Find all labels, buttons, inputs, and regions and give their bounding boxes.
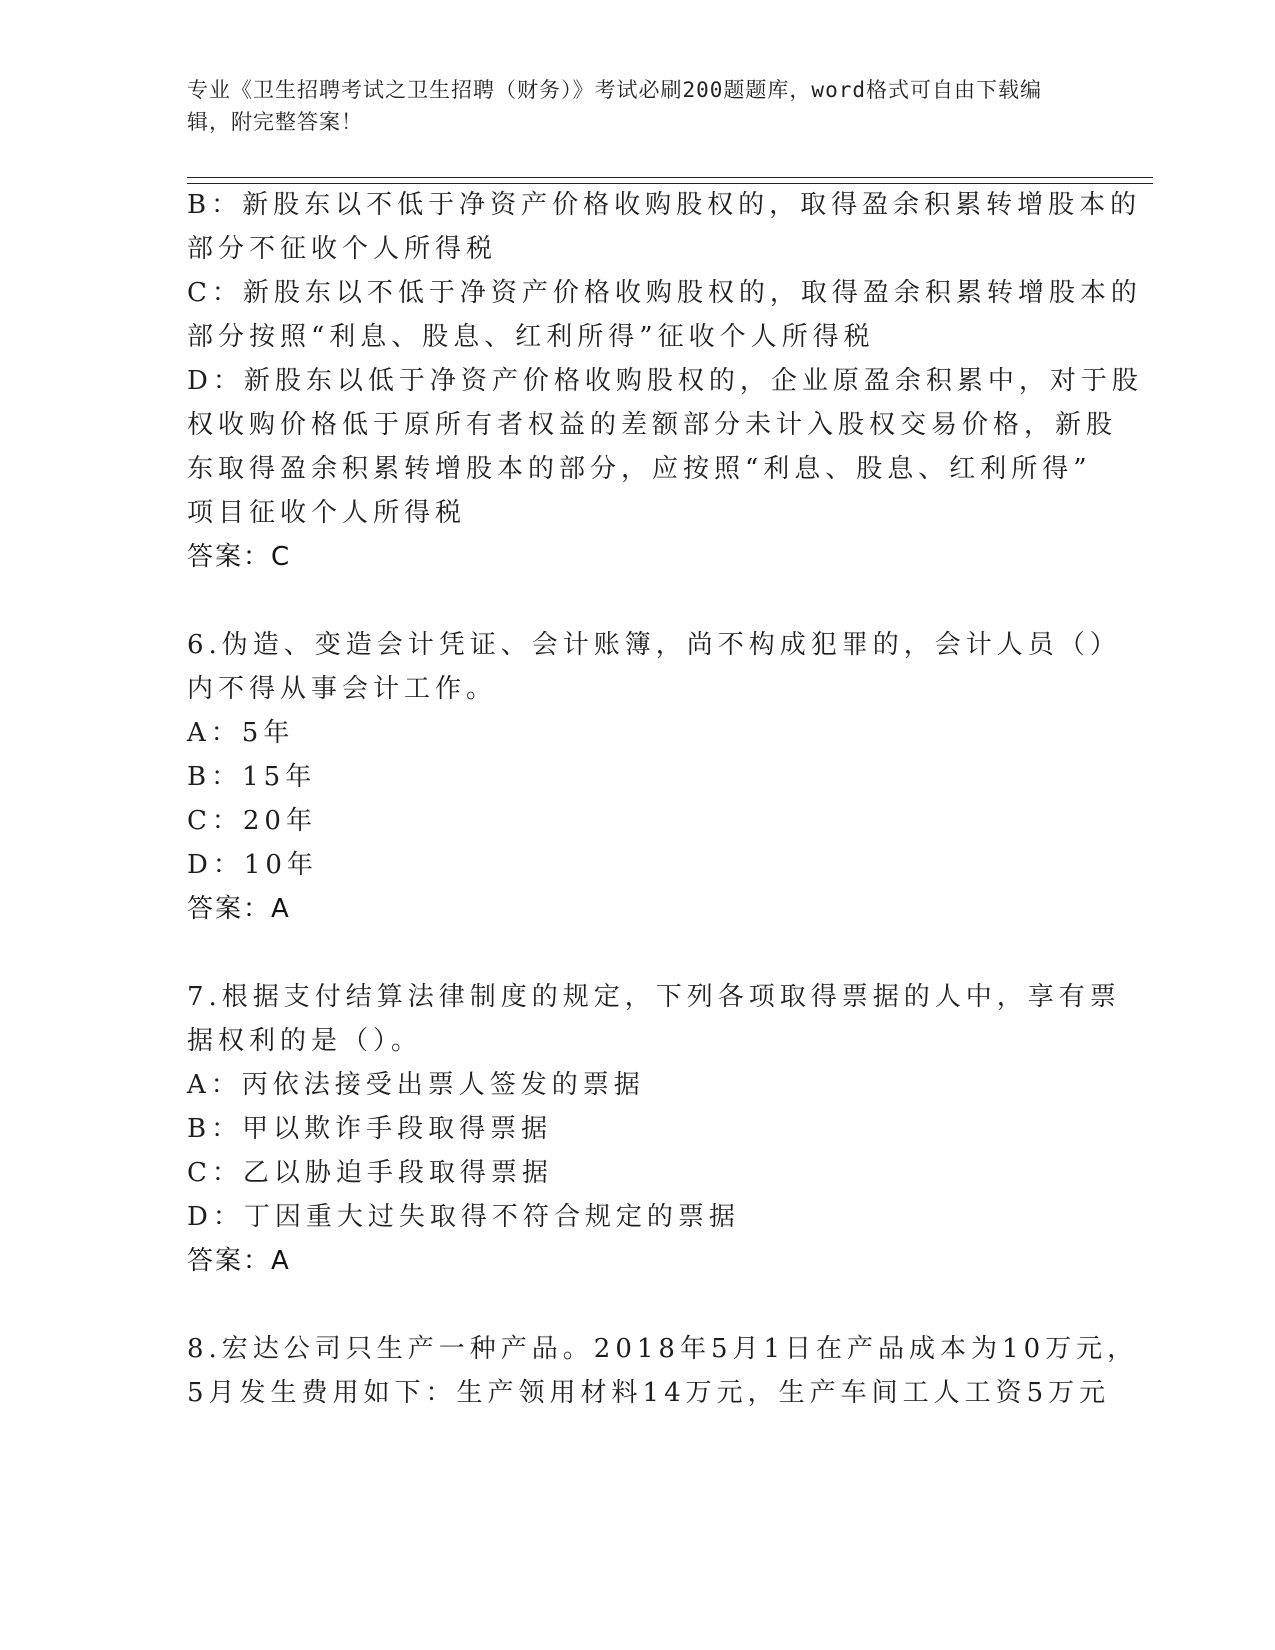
q7-option-a: A：丙依法接受出票人签发的票据 xyxy=(187,1070,645,1100)
q5-option-d-line3: 东取得盈余积累转增股本的部分，应按照“利息、股息、红利所得” xyxy=(187,454,1092,484)
q6-option-c: C：20年 xyxy=(187,806,317,836)
q5-option-d-line1: D：新股东以低于净资产价格收购股权的，企业原盈余积累中，对于股 xyxy=(187,366,1143,396)
header-rule-top xyxy=(187,177,1153,178)
q5-option-c-line1: C：新股东以不低于净资产价格收购股权的，取得盈余积累转增股本的 xyxy=(187,278,1142,308)
q6-option-b: B：15年 xyxy=(187,762,317,792)
q5-option-d-line4: 项目征收个人所得税 xyxy=(187,498,467,528)
q8-stem-line1: 8.宏达公司只生产一种产品。2018年5月1日在产品成本为10万元， xyxy=(187,1334,1139,1364)
q6-answer: 答案：A xyxy=(187,894,291,924)
q5-option-b-line1: B：新股东以不低于净资产价格收购股权的，取得盈余积累转增股本的 xyxy=(187,190,1142,220)
q6-option-d: D：10年 xyxy=(187,850,318,880)
q8-stem-line2: 5月发生费用如下：生产领用材料14万元，生产车间工人工资5万元 xyxy=(187,1378,1111,1408)
q5-option-d-line2: 权收购价格低于原所有者权益的差额部分未计入股权交易价格，新股 xyxy=(187,410,1118,440)
q7-stem-line1: 7.根据支付结算法律制度的规定，下列各项取得票据的人中，享有票 xyxy=(187,982,1121,1012)
q5-option-b-line2: 部分不征收个人所得税 xyxy=(187,234,498,264)
q7-option-c: C：乙以胁迫手段取得票据 xyxy=(187,1158,553,1188)
q7-answer: 答案：A xyxy=(187,1246,291,1276)
q5-answer: 答案：C xyxy=(187,542,292,572)
q6-option-a: A：5年 xyxy=(187,718,295,748)
header-rule-bottom xyxy=(187,183,1153,184)
document-header: 专业《卫生招聘考试之卫生招聘（财务）》考试必刷200题题库，word格式可自由下载编辑，附完整答案！ xyxy=(187,78,1042,134)
q7-stem-line2: 据权利的是（）。 xyxy=(187,1026,423,1056)
q6-stem-line2: 内不得从事会计工作。 xyxy=(187,674,498,704)
q5-option-c-line2: 部分按照“利息、股息、红利所得”征收个人所得税 xyxy=(187,322,875,352)
q7-option-d: D：丁因重大过失取得不符合规定的票据 xyxy=(187,1202,740,1232)
q7-option-b: B：甲以欺诈手段取得票据 xyxy=(187,1114,553,1144)
q6-stem-line1: 6.伪造、变造会计凭证、会计账簿，尚不构成犯罪的，会计人员（） xyxy=(187,630,1121,660)
